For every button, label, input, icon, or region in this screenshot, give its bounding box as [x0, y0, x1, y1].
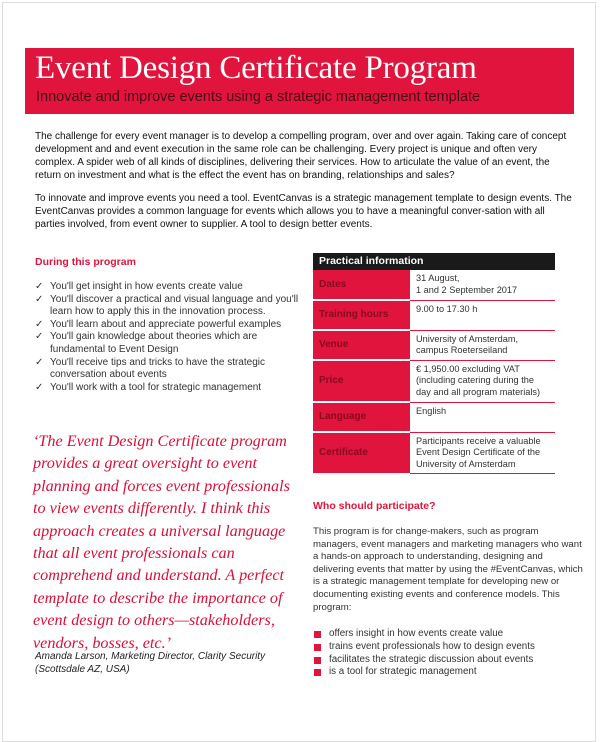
list-item: ✓ You'll gain knowledge about theories which are fundamental to Event Design: [35, 331, 258, 355]
checkmark-icon: ✓: [35, 331, 44, 343]
table-heading: Practical information: [313, 253, 555, 270]
testimonial-quote: ‘The Event Design Certificate program provides a great oversight to event planning and forces event professionals to view events differently. I think this approach creates a universal language that all event professionals can comprehend and understand. A perfect template to describe the importance of event design to others—stakeholders, vendors, bosses, etc.’: [33, 432, 290, 652]
table-row: Certificate Participants receive a valuable Event Design Certificate of the University of Amsterdam: [313, 432, 555, 474]
table-row: Venue University of Amsterdam, campus Roeterseiland: [313, 330, 555, 360]
list-item: trains event professionals how to design events: [313, 641, 583, 654]
list-item: ✓ You'll work with a tool for strategic management: [35, 381, 262, 393]
practical-info-table: [313, 253, 555, 475]
during-heading: During this program: [35, 256, 136, 268]
square-bullet-icon: [314, 644, 321, 651]
checkmark-icon: ✓: [35, 381, 44, 393]
table-row: Dates 31 August, 1 and 2 September 2017: [313, 270, 555, 300]
list-item: is a tool for strategic management: [313, 666, 583, 679]
intro-paragraph-1: The challenge for every event manager is to develop a compelling program, over and over again. Taking care of concept development and and event execution in the same role can be challenging. Every project is unique and often very complex. A spider web of all kinds of disciplines, delivering their services. How to articulate the value of an event, the return on investment and what is the effect the event has on branding, relationships and sales?: [35, 131, 567, 181]
table-row: Training hours 9.00 to 17.30 h: [313, 300, 555, 330]
checkmark-icon: ✓: [35, 281, 44, 292]
checkmark-icon: ✓: [35, 356, 44, 368]
who-paragraph: This program is for change-makers, such as program managers, event managers and marketing managers who want a hands-on approach to understanding, designing and delivering events that matter by using the #EventCanvas, which is a strategic management template for developing new or documenting existing events and conference models. This program:: [313, 526, 583, 613]
list-item: ✓ You'll learn about and appreciate powerful examples: [35, 318, 282, 330]
list-item: ✓ You'll get insight in how events create value: [35, 281, 243, 292]
header-banner: [25, 48, 574, 114]
table-row: Language English: [313, 402, 555, 432]
who-heading: Who should participate?: [313, 500, 436, 512]
page-title: Event Design Certificate Program: [35, 50, 477, 86]
page-subtitle: Innovate and improve events using a strategic management template: [36, 89, 481, 105]
checkmark-icon: ✓: [35, 293, 44, 305]
intro-paragraph-2: To innovate and improve events you need a tool. EventCanvas is a strategic management template to design events. The EventCanvas provides a common language for events which allows you to have a meaningful conver-sation with all parties involved, from event owner to supplier. A tool to design better events.: [35, 193, 572, 230]
square-bullet-icon: [314, 657, 321, 664]
list-item: ✓ You'll discover a practical and visual language and you'll learn how to apply this in the innovation process.: [35, 293, 299, 318]
list-item: ✓ You'll receive tips and tricks to have the strategic conversation about events: [35, 356, 265, 381]
square-bullet-icon: [314, 669, 321, 676]
list-item: offers insight in how events create value: [313, 628, 583, 641]
list-item: facilitates the strategic discussion about events: [313, 654, 583, 667]
table-row: Price € 1,950.00 excluding VAT (including catering during the day and all program materials): [313, 360, 555, 402]
checkmark-icon: ✓: [35, 318, 44, 330]
who-list: [313, 628, 583, 679]
square-bullet-icon: [314, 631, 321, 638]
during-list: [35, 281, 305, 394]
testimonial-attribution: Amanda Larson, Marketing Director, Clarity Security (Scottsdale AZ, USA): [35, 651, 266, 675]
